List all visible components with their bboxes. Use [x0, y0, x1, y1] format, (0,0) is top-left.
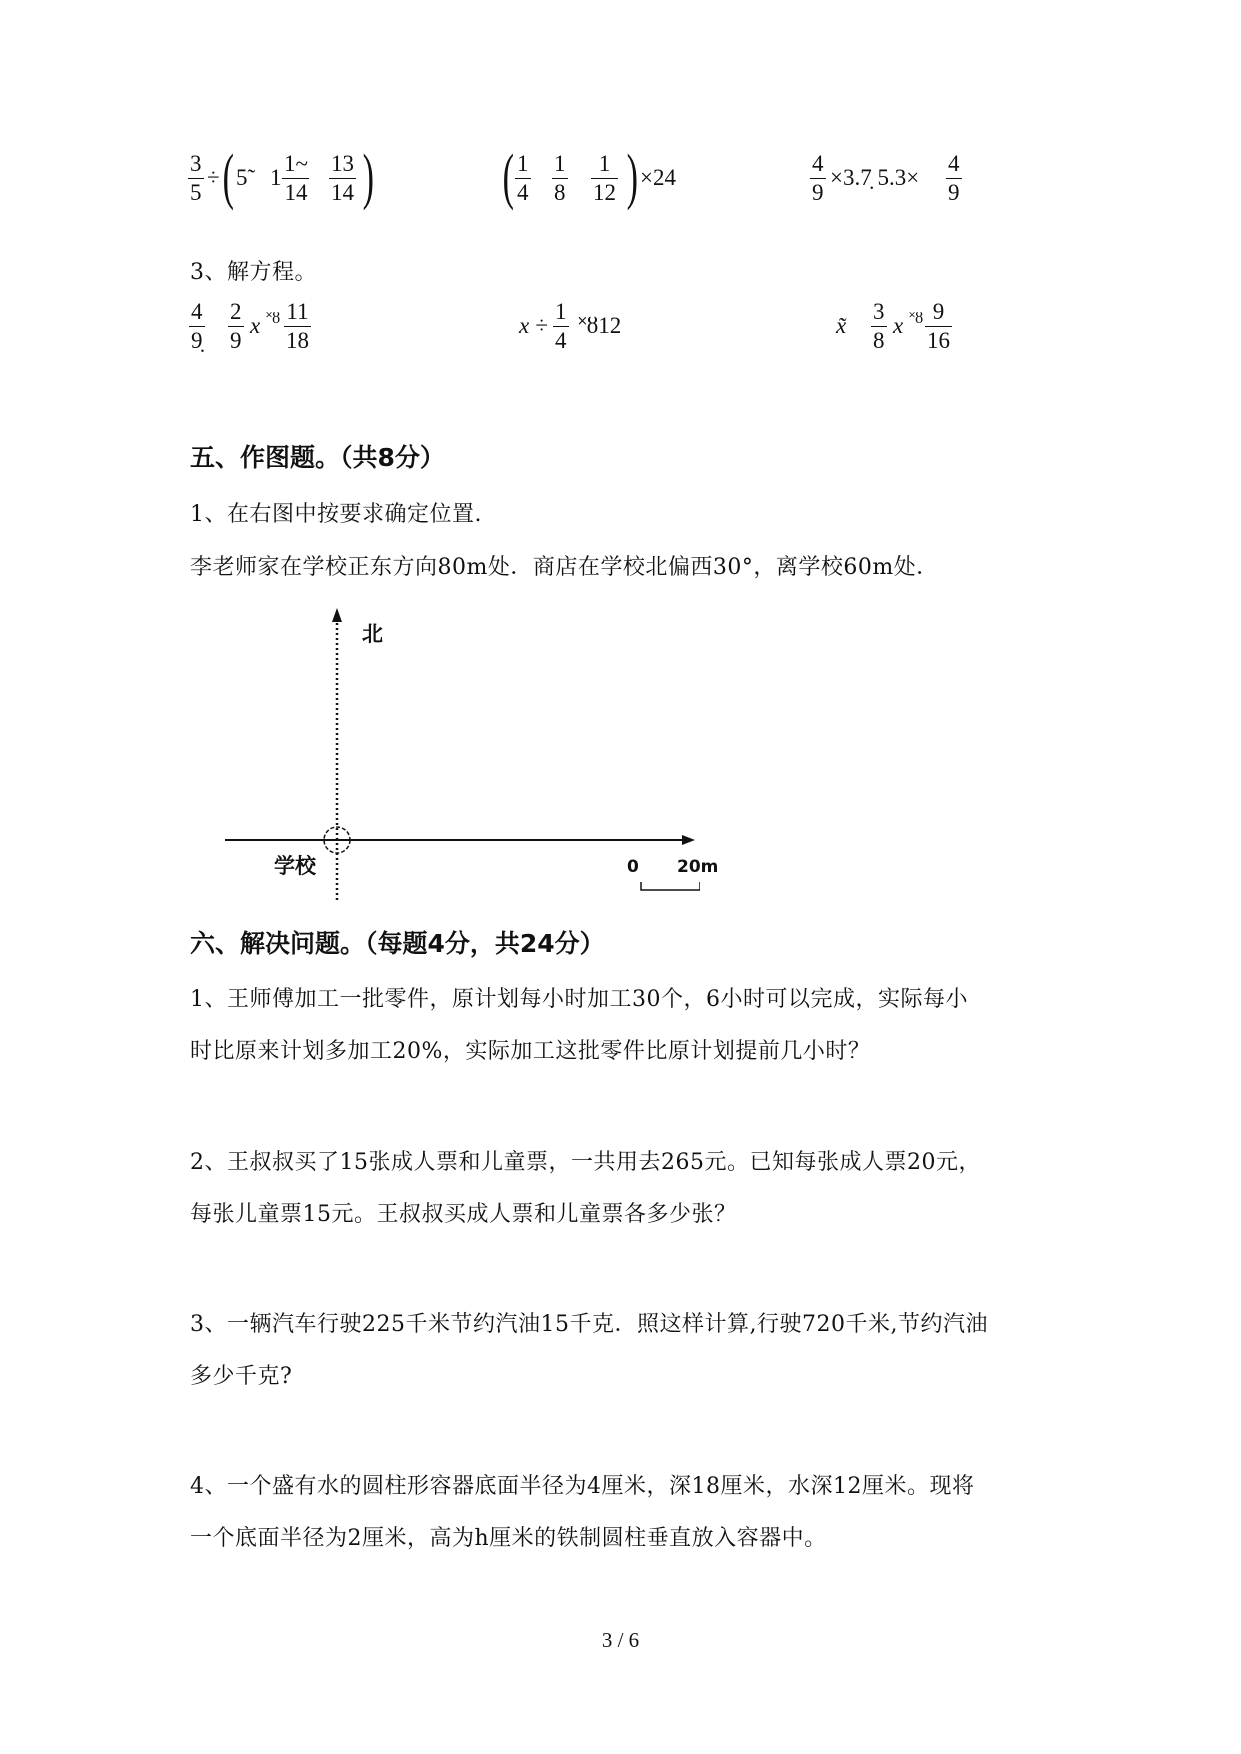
divide-sign: ÷ [207, 165, 220, 190]
section6-heading: 六、解决问题。（每题4分，共24分） [190, 929, 605, 958]
section5-q1: 1、在右图中按要求确定位置. [190, 502, 482, 527]
section6-q1-line2: 时比原来计划多加工20%，实际加工这批零件比原计划提前几小时？ [190, 1039, 871, 1064]
fraction: $\frac{3}{8}$ [873, 299, 885, 353]
left-paren: ( [222, 143, 235, 211]
fraction: $\frac{1}{4}$ [517, 151, 529, 205]
fraction: $\frac{4}{9}$ [812, 151, 824, 205]
variable-x: x [250, 313, 261, 338]
equations-title: 3、解方程。 [190, 260, 317, 285]
right-paren: ) [362, 143, 375, 211]
expr-term: ×24 [640, 165, 676, 190]
scale-bar [641, 882, 700, 890]
expr-term: ×3.7̣ 5.3× [830, 165, 920, 190]
fraction: $\frac{1\sim}{14}$ [284, 151, 308, 205]
fraction: $\frac{1}{12}$ [593, 151, 616, 205]
fraction: $\frac{9}{16}$ [927, 299, 950, 353]
section6-q4-line2: 一个底面半径为2厘米，高为h厘米的铁制圆柱垂直放入容器中。 [190, 1526, 827, 1551]
fraction: $\frac{1}{4}$ [555, 299, 567, 353]
section5-heading: 五、作图题。（共8分） [190, 443, 445, 472]
expr-term: x̃ [836, 313, 847, 338]
fraction: $\frac{4}{9̣}$ [191, 299, 203, 353]
scale-zero-label: 0 [627, 857, 639, 877]
school-label: 学校 [274, 854, 316, 878]
page-number: 3 / 6 [601, 1628, 640, 1652]
operator: ˟ȣ [266, 310, 281, 327]
left-paren: ( [502, 143, 515, 211]
fraction: $\frac{4}{9}$ [948, 151, 960, 205]
section6-q3-line2: 多少千克? [190, 1364, 293, 1389]
fraction: $\frac{2}{9}$ [230, 299, 242, 353]
operator: ˟ȣ [909, 310, 924, 327]
section6-q2-line2: 每张儿童票15元。王叔叔买成人票和儿童票各多少张？ [190, 1202, 737, 1227]
right-paren: ) [626, 143, 639, 211]
operator: ˟ȣ12 [578, 313, 622, 338]
section6-q4-line1: 4、一个盛有水的圆柱形容器底面半径为4厘米，深18厘米，水深12厘米。现将 [190, 1474, 975, 1499]
fraction: $\frac{11}{18}$ [286, 299, 309, 353]
north-arrow-icon [332, 608, 342, 622]
east-arrow-icon [682, 835, 695, 845]
section5-q1-detail: 李老师家在学校正东方向80m处．商店在学校北偏西30°，离学校60m处． [190, 555, 939, 580]
fraction: $\frac{3}{5}$ [190, 151, 202, 205]
north-label: 北 [362, 622, 383, 646]
section6-q1-line1: 1、王师傅加工一批零件，原计划每小时加工30个，6小时可以完成，实际每小 [190, 987, 968, 1012]
section6-q2-line1: 2、王叔叔买了15张成人票和儿童票，一共用去265元。已知每张成人票20元， [190, 1150, 981, 1175]
fraction: $\frac{1}{8}$ [554, 151, 566, 205]
scale-end-label: 20m [677, 857, 719, 877]
fraction: $\frac{13}{14}$ [331, 151, 354, 205]
mixed-whole: 1 [270, 165, 282, 190]
variable-x: x [893, 313, 904, 338]
expr-term: x ÷ [519, 313, 548, 338]
expr-term: 5̃ [236, 165, 248, 190]
section6-q3-line1: 3、一辆汽车行驶225千米节约汽油15千克．照这样计算,行驶720千米,节约汽油 [190, 1312, 988, 1337]
